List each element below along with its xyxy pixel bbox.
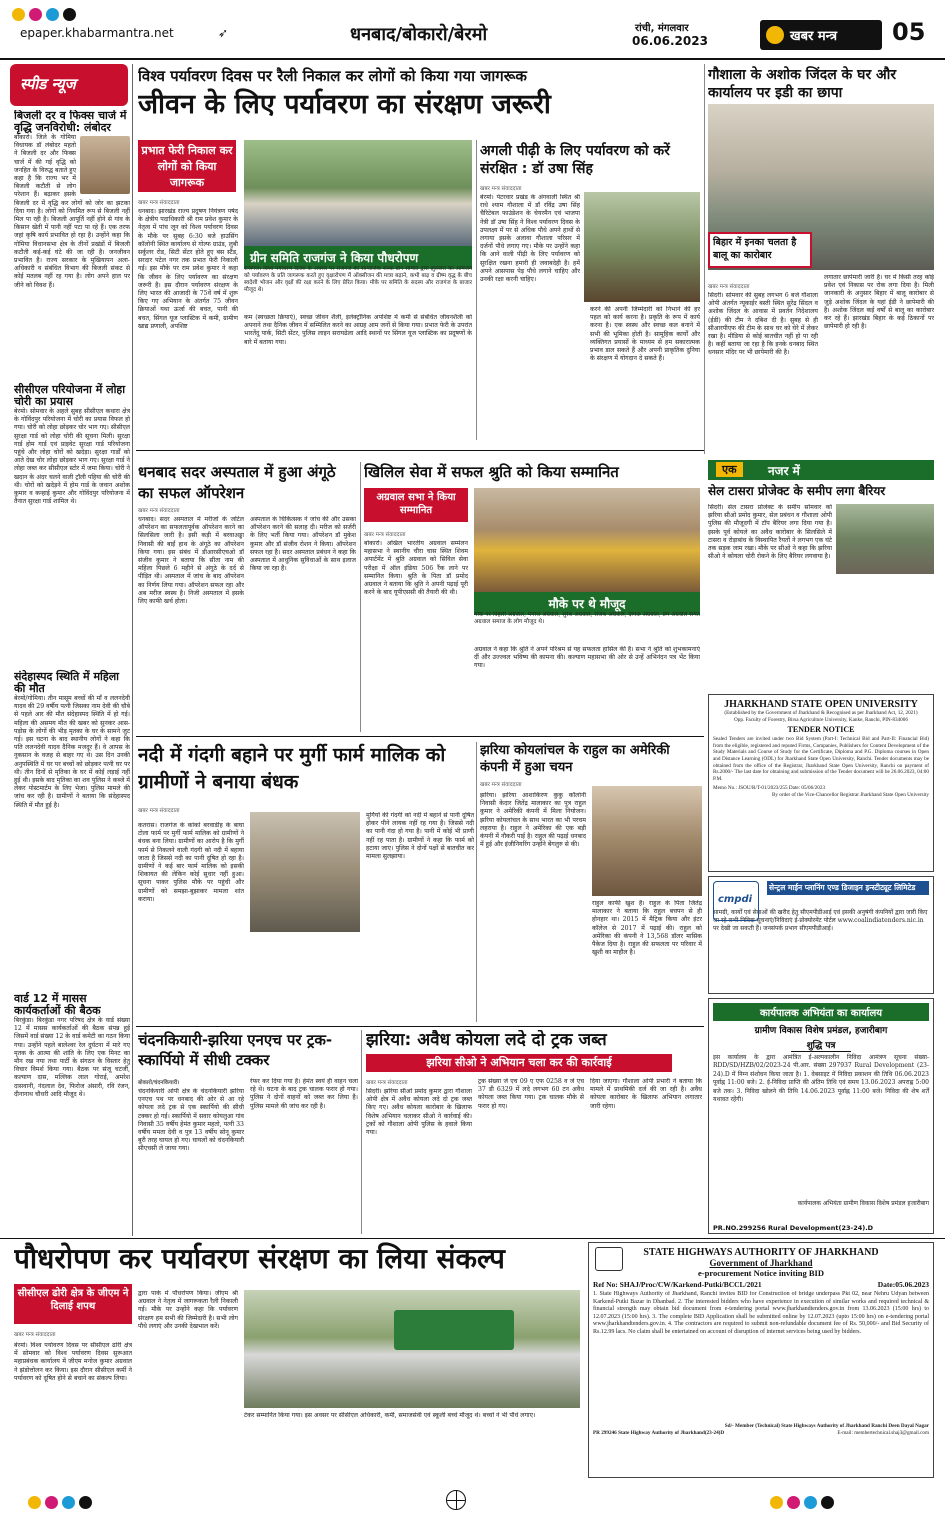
poultry-byline: खबर मन्त्र संवाददाता [138, 808, 180, 814]
chandan-text: चंदनकियारी ओपी क्षेत्र के चंदनकियारी झरिया एनएच पथ पर धनबाद की ओर से आ रहे कोयला लदे ट्रक से एक स्कार्पियो की सीधी टक्कर हो गई। स्कार्पियो में सवार कोयलुआ गांव निवासी 35 वर्षीय हेमंत कुमार महतो, पत्नी 33 वर्षीय ममता देवी व पुत्र 13 वर्षीय सोनू कुमार बुरी तरह घायल हो गए। घायलों को चंदनकियारी सीएचसी ले जाया गया। [138, 1088, 244, 1153]
rahul-byline: खबर मन्त्र संवाददाता [480, 782, 522, 788]
color-dots-top [12, 6, 80, 25]
sadar-text: धनबाद। सदर अस्पताल में मरीजों के जटिल ऑपरेशन का सफलतापूर्वक ऑपरेशन करने का सिलसिला जारी है। इसी कड़ी में बरवाअड्डा निवासी की बाईं हाथ के अंगूठे का ऑपरेशन किया गया। इस संबंध में डीआरसीएचओ डॉ संजीव कुमार ने बताया कि सीता नाम की महिला पिछले 6 महीने से अंगूठे के दर्द से पीड़ित थी। अस्पताल में जांच के बाद ऑपरेशन का निर्णय लिया गया। ऑपरेशन सफल रहा और अब मरीज स्वस्थ है। निजी अस्पताल में इसके लिए काफी खर्च होता। [138, 516, 244, 606]
rahul-text2: राहुल काफी खुश हैं। राहुल के पिता जितेंद्र मालाकार ने बताया कि राहुल बचपन से ही होनहार था। 2015 में मैट्रिक किया और इंटर कॉलेज से 2017 में पढ़ाई की। राहुल को अमेरिका की कंपनी ने 13,568 डॉलर मासिक पैकेज दिया है। राहुल की सफलता पर परिवार में खुशी का माहौल है। [592, 900, 702, 957]
nazar-text: सिंदरी। सेल टासरा प्रोजेक्ट के समीप सोमवार को झरिया सीओ प्रमोद कुमार, सेल प्रबंधन व गौशाला ओपी पुलिस की मौजूदगी में टॉप बैरियर लगा दिया गया है। इसके पूर्व कोयले का अवैध कारोबार के सिलसिले में टासरा व रोड़ाबांध के विस्थापित रैयतों ने लगभग एक घंटे तक सड़क जाम रखा। मौके पर सीओ ने कहा कि झरिया सीओ ने कोयला चोरी रोकने के लिए बैरियर लगवाया है। [708, 504, 832, 561]
side3-text: बेरमो/गोमिया। तीन मासूम बच्चों की माँ व ललनदेवी यादव की 29 वर्षीय पत्नी जिसका नाम देवी की चौबे से पहले आर की मौत संदेहास्पद स्थिति में हो गई। महिला की असमय मौत की खबर को सुनकर आस-पड़ोस के लोगों की भीड़ मृतका के घर के सामने जुट गई। इस घटना के बाद स्थानीय लोगों ने कहा कि पति ललनदेवी यादव दैनिक मजदूर हैं। वे आपस के नुकसान के वजह से बाहर गए थे। उस दिन उनकी अनुपस्थिति में घर पर बच्चों को छोड़कर पत्नी घर पर थी। तीन दिनों से मृतिका के घर में कोई लड़ाई नहीं हुई थी। इसके बाद मृतिका का शव पुलिस ने कब्जे में लेकर पोस्टमार्टम के लिए भेजा। पुलिस मामले की जांच कर रही है। ग्रामीणों ने बताया कि संदेहास्पद स्थिति में मौत हुई है। [14, 695, 130, 809]
section-title: धनबाद/बोकारो/बेरमो [350, 24, 488, 45]
cmpdi-title: सेन्ट्रल माईन प्लानिंग एण्ड डिजाइन इन्स्टीट्यूट लिमिटेड [767, 881, 929, 895]
chandan-title: चंदनकियारी-झरिया एनएच पर ट्रक-स्कार्पियो में सीधी टक्कर [138, 1031, 333, 1069]
shaj-title: STATE HIGHWAYS AUTHORITY OF JHARKHAND [643, 1247, 879, 1258]
jsou-subtitle: (Established by the Government of Jharkhand & Recognised as per Jharkhand Act, 12, 2021) [724, 710, 918, 716]
site-url[interactable]: epaper.khabarmantra.net [20, 26, 174, 40]
paudharopan-badge: सीसीएल ढोरी क्षेत्र के जीएम ने दिलाई शपथ [14, 1284, 132, 1324]
ushasingh-byline: खबर मन्त्र संवाददाता [480, 186, 522, 192]
poultry-text: कतरास। राजगंज के कांको बरवाडीह के बाघा टोला फार्म पर मुर्गी फार्म मालिक को ग्रामीणों ने बंधक बना लिया। ग्रामीणों का आरोप है कि मुर्गी फार्म से निकलने वाली गंदगी को नदी में बहाया जाता है जिससे नदी का पानी दूषित हो रहा है। ग्रामीणों ने कई बार फार्म मालिक को इसकी शिकायत की लेकिन कोई सुधार नहीं हुआ। सूचना पाकर पुलिस मौके पर पहुंची और ग्रामीणों को समझा-बुझाकर मामला शांत कराया। [138, 822, 244, 903]
side1-photo [80, 136, 130, 194]
shruti-photo-caption: मौके पर थे मौजूद [474, 592, 700, 615]
poultry-title: नदी में गंदगी बहाने पर मुर्गी फार्म मालिक को ग्रामीणों ने बनाया बंधक [138, 744, 446, 793]
shaj-ref: Ref No: SHAJ/Proc/CW/Karkend-Putki/BCCL/2021 [593, 1280, 762, 1289]
chandan-text2: रेफर कर दिया गया है। हेमंत स्वयं ही वाहन चला रहे थे। घटना के बाद ट्रक चालक फरार हो गया। पुलिस ने दोनों वाहनों को जब्त कर लिया है। पुलिस मामले की जांच कर रही है। [250, 1078, 358, 1110]
photo-poultry-farm [250, 812, 360, 932]
karyapalak-subtitle: ग्रामीण विकास विशेष प्रमंडल, हजारीबाग [754, 1026, 888, 1036]
prabhat-badge: प्रभात फेरी निकाल कर लोगों को किया जागरूक [138, 140, 236, 192]
koyla-title: झरिया: अवैध कोयला लदे दो ट्रक जब्त [366, 1030, 607, 1050]
registration-mark-icon [446, 1490, 466, 1510]
shaj-email[interactable]: E-mail: membertechnical.shaj3@gmail.com [837, 1429, 929, 1436]
shaj-text: 1. State Highways Authority of Jharkhand, Ranchi invites BID for Construction of bridge underpass Pkt 02, near Nehru Udyan between Karkend-Putki Bazar in Dhanbad. 2. The interested bidders who have experience in execution of similar works and required technical & financial strength may obtain bid document from e-tendering portal www.jharkhandtenders.gov.in from 13.06.2023 (15:00 hrs) to 12.07.2023 (15:00 hrs). 3. The complete BID Application shall be submitted online by 12.07.2023 (upto 15:00 hrs) on e-tendering portal www.jharkhandtenders.gov.in. 4. The contractors are required to submit non-refundable document fee of Rs. 50,000/- and Bid Security of Rs.12.99 lacs. No claim shall be entertained on account of disruption of internet services being used by bidders. [593, 1291, 929, 1335]
nazar-title: सेल टासरा प्रोजेक्ट के समीप लगा बैरियर [708, 484, 886, 498]
side3-title: संदेहास्पद स्थिति में महिला की मौत [14, 670, 120, 695]
gaushala-byline: खबर मन्त्र संवाददाता [708, 284, 750, 290]
side1-title: बिजली दर व फिक्स चार्ज में वृद्धि जनविरोधी: लंबोदर [14, 110, 127, 134]
photo-rahul-family [592, 786, 702, 896]
paudharopan-byline: खबर मन्त्र संवाददाता [14, 1332, 56, 1338]
shaj-sign: Sd/- Member (Technical) State Highways Authority of Jharkhand Ranchi Deen Dayal Nagar [724, 1423, 929, 1429]
paudharopan-text: बेरमो। विश्व पर्यावरण दिवस पर सीसीएल ढोरी क्षेत्र में सोमवार को विश्व पर्यावरण दिवस सुरूआत महाप्रबंधक कार्यालय में जीएम मनोज कुमार अग्रवाल ने झंडोत्तोलन कर किया। इस दौरान सीसीएल कर्मी ने पर्यावरण को दूषित होने से बचाने का संकल्प लिया। [14, 1342, 132, 1382]
color-dots-bottom-right [770, 1494, 930, 1512]
koyla-text: सिंदरी। झरिया सीओ प्रमोद कुमार द्वारा गौशाला ओपी क्षेत्र में अवैध कोयला लदे दो ट्रक जब्त किए गए। अवैध कोयला कारोबार के खिलाफ विशेष अभियान चलाकर सीओ ने कार्रवाई की। ट्रकों को गौशाला ओपी पुलिस के हवाले किया गया। [366, 1088, 472, 1137]
paudharopan-title: पौधरोपण कर पर्यावरण संरक्षण का लिया संकल्प [14, 1242, 505, 1275]
shaj-sub1: Government of Jharkhand [709, 1258, 813, 1268]
rahul-title: झरिया कोयलांचल के राहुल का अमेरिकी कंपनी में हुआ चयन [480, 743, 670, 775]
karyapalak-notice [708, 998, 934, 1234]
nazar-label2: नजर में [768, 464, 800, 478]
masthead [0, 0, 945, 62]
cmpdi-logo: cmpdi [713, 881, 759, 921]
photo-ushasingh [584, 192, 700, 302]
mid-text: कम (स्वच्छता क्रियाएं), स्वच्छ जीवन शैली, इलेक्ट्रॉनिक अपशिष्ट में कमी से संबंधित जीवनशैली को अपनाने तथा दैनिक जीवन में सम्मिलित करने का आग्रह आम जनों से किया गया। प्रभात फेरी के उपरांत भारतेंदु पार्क, सिटी सेंटर, पुलिस लाइन सरायढेला आदि स्थानों पर सिंगल यूज प्लास्टिक का प्रदूषणों के बारे में बताया गया। [244, 314, 472, 346]
photo-shruti-honored [474, 488, 700, 592]
shruti-byline: खबर मन्त्र संवाददाता [364, 532, 406, 538]
shaj-date: Date:05.06.2023 [877, 1280, 929, 1289]
jsou-title: JHARKHAND STATE OPEN UNIVERSITY [724, 699, 918, 710]
photo1-caption: ग्रीन समिति राजगंज ने किया पौधरोपण [244, 246, 472, 269]
jsou-text: Sealed Tenders are invited under two Bid System (Part-I: Technical Bid and Part-II: Financial Bid) from the eligible, registered and reputed Firms, Companies, Publishers for Content Development of the Study Materials and Course of Study for the Certificate, Diploma and P.G. Diploma courses in Open and Distance Learning (ODL) for Jharkhand State Open University, Ranchi. Tender documents may be obtained from the office of the Registrar, Jharkhand State Open University, Ranchi on payment of Rs.2000/- The last date for obtaining and submission of the Tender document will be 26.06.2023, 04:00 P.M. [713, 736, 929, 782]
karyapalak-text: इस कार्यालय के द्वारा आमंत्रित ई-अल्पकालीन निविदा आमंत्रण सूचना संख्या-RDD/SD/HZB/02/2023-24 पी.आर. संख्या 297937 Rural Development (23-24).D में निम्न संशोधन किया जाता है। 1. वेबसाइट में निविदा प्रकाशन की तिथि 06.06.2023 पूर्वाह्न 11:00 बजे। 2. ई-निविदा प्राप्ति की अंतिम तिथि एवं समय 13.06.2023 अपराह्न 5:00 बजे तक। 3. निविदा खोलने की तिथि 14.06.2023 पूर्वाह्न 11:00 बजे। निविदा की शेष शर्तें यथावत रहेंगी। [713, 1054, 929, 1104]
sadar-title: धनबाद सदर अस्पताल में हुआ अंगूठे का सफल ऑपरेशन [138, 463, 336, 502]
jsou-head: TENDER NOTICE [787, 725, 855, 735]
brand-name: खबर मन्त्र [790, 29, 838, 44]
gaushala-text: सिंदरी। सोमवार की सुबह लगभग 6 बजे गौशाला ओपी अंतर्गत न्यूकाईर बस्ती स्थित सुरेंद्र सिंदल व अशोक जिंदल के आवास में प्रवर्तन निदेशालय (ईडी) की टीम ने दबिश दी है। सुबह से ही सीआरपीएफ की टीम के साथ घर को घेरे में लेकर रखा है। मीडिया से कोई बातचीत नहीं हो पा रही है। कहीं बताया जा रहा है कि इनके धनबाद स्थित धनसार मंदिर पर भी छापेमारी की है। [708, 292, 818, 357]
gaushala-text2: लगातार छापेमारी जारी है। घर में किसी तरह कोई प्रवेश एवं निकास पर रोक लगा दिया है। मिली जानकारी के अनुसार बिहार में बालू कारोबार से जुड़े अशोक जिंदल के यहां ईडी ने छापेमारी की है। अशोक जिंदल कई वर्षों से बालू का कारोबार कर रहे हैं। झारखंड बिहार के कई ठिकानों पर छापेमारी हो रही है। [824, 274, 934, 331]
jsou-tender-notice [708, 694, 934, 872]
color-dots-bottom-left [28, 1494, 188, 1512]
shaj-tender-notice [588, 1242, 934, 1478]
jsou-sign: By order of the Vice-Chancellor Registrar Jharkhand State Open University [771, 791, 929, 798]
shaj-pr: PR 299246 State Highway Authority of Jharkhand(23-24)D [593, 1429, 725, 1436]
shruti-badge: अग्रवाल सभा ने किया सम्मानित [364, 488, 468, 522]
brand-logo-icon [766, 26, 784, 44]
side4-text: बिरकुंडा। बिरकुंडा नगर परिषद क्षेत्र के वार्ड संख्या 12 में मासस कार्यकर्ताओं की बैठक संपन्न हुई जिसमें वार्ड संख्या 12 के वार्ड कमेटी का गठन किया गया। उन्होंने पहले बालेश्वर रेल दुर्घटना में मारे गए मृतक के आत्मा की शांति के लिए एक मिनट का मौन रख नया तथा पार्टी के संगठन के विस्तार हेतु विचार विमर्श किया गया। बैठक पर संजू चटर्जी, कल्याण दास, मल्लिक लाल गोराई, अमरेश दासवानी, नंदलाल देव, फिरोज अंसारी, रवि रंजन, दीनानाथ चौधरी आदि मौजूद थे। [14, 1017, 130, 1098]
paudharopan-text2: द्वारा पार्क में पौधरोपण किया। जीएम श्री अग्रवाल ने नेतृत्व में जागरूकता रैली निकाली गई। मौके पर उन्होंने कहा कि पर्यावरण संरक्षण हम सभी की जिम्मेदारी है। सभी लोग पौधे लगाएं और उनकी देखभाल करें। [138, 1290, 238, 1330]
photo-barrier [836, 504, 934, 574]
page-number: 05 [892, 18, 926, 46]
cmpdi-text: सामग्री, कार्यों एवं सेवाओं की खरीद हेतु सीएमपीडीआई एवं इसकी अनुषंगी कंपनियों द्वारा जारी किए जा रहे सभी निविदा सूचनाएं/निविदाएं ई-प्रोक्योरमेंट पोर्टल www.coalindiatenders.nic.in पर देखी जा सकती हैं। जनसंपर्क प्रभाग सीएमपीडीआई। [713, 909, 928, 932]
sadar-text2: अस्पताल के चिकित्सक ने जांच की और उसका ऑपरेशन करने की सलाह दी। मरीज को सर्जरी के लिए भर्ती किया गया। ऑपरेशन डॉ मुकेश कुमार और डॉ संजीव रोशन ने किया। ऑपरेशन सफल रहा है। सदर अस्पताल प्रबंधन ने कहा कि अस्पताल में आधुनिक सुविधाओं के साथ इलाज किया जा रहा है। [250, 516, 356, 573]
jsou-memo: Memo No.: JSOU/R/T-01/2023/255 Date: 05/06/2023 [713, 785, 826, 792]
karyapalak-title: कार्यपालक अभियंता का कार्यालय [713, 1003, 929, 1021]
koyla-text2: ट्रक संख्या जे एच 09 ए एफ 0258 व जे एच 37 डी 6329 में लदे लगभग 60 टन अवैध कोयला जब्त किया गया। ट्रक चालक मौके से फरार हो गए। [478, 1078, 584, 1110]
karyapalak-head: शुद्धि पत्र [791, 1038, 851, 1052]
sadar-byline: खबर मन्त्र संवाददाता [138, 508, 180, 514]
ushasingh-title: अगली पीढ़ी के लिए पर्यावरण को करें संरक्षित : डॉ उषा सिंह [480, 143, 670, 177]
nazar-header [708, 460, 934, 480]
karyapalak-sign: कार्यपालक अभियंता ग्रामीण विकास विशेष प्रमंडल हजारीबाग [797, 1200, 929, 1207]
gaushala-title: गौशाला के अशोक जिंदल के घर और कार्यालय पर इडी का छापा [708, 67, 897, 101]
rahul-text: झरिया। झरिया आशाकिरण कुकु कॉलोनी निवासी केदार जितेंद्र मालाकार का पुत्र राहुल कुमार ने अमेरिकी कंपनी में मिला नियोजन। झरिया कोयलांचल के साथ भारत का भी परचम लहराया है। राहुल ने अमेरिका की एक बड़ी कंपनी में नौकरी पाई है। राहुल की पढ़ाई धनबाद में हुई और इंजीनियरिंग उन्होंने बेंगलुरु से की। [480, 792, 586, 849]
shruti-photo-text: मौके पर विहारी अग्रवाल, मनोज अग्रवाल, सुरेश अग्रवाल, राजेश अग्रवाल, दीपक अग्रवाल, प्रेम अग्रवाल समेत अग्रवाल समाज के लोग मौजूद थे। [474, 612, 700, 626]
paudharopan-text3: टेकर सम्मानित किया गया। इस अवसर पर सीसीएल अधिकारी, कर्मी, समाजसेवी एवं स्कूली बच्चे मौजूद थे। बच्चों ने भी पौधे लगाए। [244, 1412, 536, 1419]
ushasingh-text: बेरमो। पेटरवार प्रखंड के अंगवाली स्थित श्री राधे श्याम गौशाला में डॉ रविंद्र उषा सिंह चैरिटेबल फाउंडेशन के चेयरमैन एवं भाजपा नेत्री डॉ उषा सिंह ने विश्व पर्यावरण दिवस के उपलक्ष्य में पर से अधिक पौधे अपने हाथों से लगाया इसके अलावा गौशाला परिसर में दर्जनों पौधे लगाए गए। मौके पर उन्होंने कहा कि आने वाली पीढ़ी के लिए पर्यावरण को सुरक्षित रखना हमारी ही जवाबदेही है। हमें अपने आसपास पेड़ पौधे लगाने चाहिए और उनकी रक्षा करनी चाहिए। [480, 194, 580, 284]
top-strip: विश्व पर्यावरण दिवस पर रैली निकाल कर लोगों को किया गया जागरूक [138, 67, 527, 85]
shaj-sub2: e-procurement Notice inviting BID [698, 1268, 824, 1278]
cmpdi-notice [708, 876, 934, 994]
brand-bar [760, 20, 882, 50]
side4-title: वार्ड 12 में मासस कार्यकर्ताओं की बैठक [14, 992, 101, 1017]
nazar-label1: एक [716, 462, 743, 477]
poultry-text2: मुर्गियों की गंदगी को नदी में बहाने से पानी दूषित होकर पीने लायक नहीं रह गया है। जिससे नदी का पानी गंदा हो गया है। पानी में कोई भी प्राणी नहीं रह पाता है। ग्रामीणों ने कहा कि फार्म को हटाया जाए। पुलिस ने दोनों पक्षों से बातचीत कर मामला सुलझाया। [366, 812, 474, 861]
issue-date: 06.06.2023 [632, 34, 708, 48]
cursor-icon: ➶ [218, 26, 229, 40]
karyapalak-pr: PR.NO.299256 Rural Development(23-24).D [713, 1224, 874, 1232]
photo-plantation-rajganj [244, 140, 472, 246]
headline-1: जीवन के लिए पर्यावरण का संरक्षण जरूरी [138, 89, 551, 120]
koyla-badge: झरिया सीओ ने अभियान चला कर की कार्रवाई [366, 1054, 672, 1072]
ushasingh-text2: करने की अपनी जिम्मेदारी को निभाने की हर पहल को कार्य करना है। प्रकृति के रूप में कार्य करना है। एक स्वस्थ और स्वच्छ कल बनाने में सभी की भूमिका होती है। सामूहिक कार्यों और व्यक्तिगत प्रयासों के माध्यम से हम सकारात्मक प्रभाव डाल सकते हैं और अपनी प्राकृतिक दुनिया के संरक्षण में योगदान दे सकते हैं। [590, 306, 700, 363]
chandan-byline: बोकारो/चंदनकियारी। [138, 1080, 180, 1086]
prabhat-text: धनबाद। झारखंड राज्य प्रदूषण नियंत्रण पर्षद के क्षेत्रीय पदाधिकारी श्री राम प्रवेश कुमार के नेतृत्व में पांच जून को विश्व पर्यावरण दिवस के मौके पर सुबह 6:30 बजे हाउसिंग कॉलोनी स्थित कार्यालय से गोल्फ ग्राउंड, लुबी सर्कुलर रोड, सिटी सेंटर होते हुए बस स्टैंड, सरदार पटेल नगर तक प्रभात फेरी निकाली गई। इस मौके पर राम प्रवेश कुमार ने कहा कि जीवन के लिए पर्यावरण का संरक्षण जरूरी है। इस दौरान पर्यावरण संरक्षण के लिए भारत की आजादी के 75वें वर्ष में शुरू किए गए अभियान के अंतर्गत 75 जीवन क्रियाओं यथा ऊर्जा की बचत, पानी की बचत, सिंगल यूज प्लास्टिक में कमी, ग्रामीण खाद्य प्रणाली, अपशिष्ट [138, 208, 238, 330]
koyla-text3: दिया जाएगा। गौशाला ओपी प्रभारी ने बताया कि मामले में प्राथमिकी दर्ज की जा रही है। अवैध कोयला कारोबार के खिलाफ अभियान लगातार जारी रहेगा। [590, 1078, 702, 1110]
side2-text: बेरमो। सोमवार के अहले सुबह सीसीएल कथारा क्षेत्र के गोविंदपुर परियोजना में चोरी का प्रयास विफल हो गया। चोरी को लोहा छोड़कर चोर भाग गए। सीसीएल सुरक्षा गार्ड को लोहा चोरी की सूचना मिली। सुरक्षा गार्ड होम गार्ड एवं प्राइवेट सुरक्षा गार्ड परियोजना पहुंचे और लोहा चोरों को खदेड़ा। सुरक्षा गार्डों को आते देख चोर लोहा छोड़कर भाग गए। सुरक्षा गार्ड ने लोहा जब्त कर सीसीएल स्टोर में जमा किया। चोरी ने खदान के अंदर चलने वाली ट्रॉली पहिया की चोरी की थी। चोरों को खदेड़ने में होम गार्ड के जवान अशोक कुमार व कन्हाई कुमार और गोविंदपुर परियोजना में तैनात सुरक्षा गार्ड शामिल थे। [14, 408, 130, 506]
photo-ccl-plantation [244, 1290, 580, 1408]
banner-central-coalfields [394, 1310, 514, 1350]
city-day: रांची, मंगलवार [635, 23, 689, 34]
shruti-text: बोकारो। अखिल भारतीय अग्रवाल सम्मेलन महासभा ने स्थानीय चीरा चास स्थित शिवम अपार्टमेंट में श्रुति अग्रवाल को सिविल सेवा परीक्षा में ऑल इंडिया 506 रैंक लाने पर सम्मानित किया। श्रुति के पिता डॉ प्रमोद अग्रवाल ने बताया कि श्रुति ने अपनी पढ़ाई पूरी करने के बाद यूपीएससी की तैयारी की थी। [364, 540, 468, 597]
photo1-text: राजगंज। विश्व पर्यावरण दिवस के अवसर पर राजगंज की सामाजिक संस्था ग्रीन समिति द्वारा झुलसेरा का आमजन को पर्यावरण के प्रति जागरूक करते हुए वृक्षारोपण में ऑक्सीजन की मात्रा बढ़ाने, कभी बाढ़ व ग्रीष्म वृद्ध के बीच स्वदेशी भोजन और वृक्षों की रक्षा करने के लिए प्रेरित किया। मौके पर समिति के सदस्य और राजगंज के बाजार मौजूद थे। [244, 266, 472, 293]
gaushala-badge: बिहार में इनका चलता है बालू का कारोबार [708, 232, 812, 268]
speed-news-badge: स्पीड न्यूज [10, 64, 128, 106]
koyla-byline: खबर मन्त्र संवाददाता [366, 1080, 408, 1086]
jsou-address: Opp. Faculty of Forestry, Birsa Agriculture University, Kanke, Ranchi, PIN-834006 [734, 716, 908, 723]
shaj-logo-icon [595, 1247, 623, 1271]
shruti-title: खिलिल सेवा में सफल श्रुति को किया सम्मानित [364, 463, 619, 481]
side2-title: सीसीएल परियोजना में लोहा चोरी का प्रयास [14, 383, 126, 408]
shruti-text2: अग्रवाल ने कहा कि श्रुति ने अपने परिश्रम से यह सफलता हासिल की है। सभा ने श्रुति को शुभकामनाएं दीं और उज्ज्वल भविष्य की कामना की। कल्याण महासभा की ओर से उन्हें अभिनंदन पत्र भेंट किया गया। [474, 646, 700, 670]
prabhat-byline: खबर मन्त्र संवाददाता [138, 200, 180, 206]
side1-text: बोकारो। जिले के गोमिया विधायक डॉ लंबोदर महतो ने बिजली दर और फिक्स चार्ज में की गई वृद्धि को जनहित के विरुद्ध बताते हुए कहा है कि राज्य भर में बिजली कटौती से लोग परेशान हैं। बढ़ाकर इसके बिजली दर में वृद्धि कर लोगों को जोर का झटका दिया गया है। लोगों को नियमित रूप से बिजली नहीं मिल पा रही है। बिजली आपूर्ति नहीं होने से गांव के किसान खेती में पानी नहीं पटा पा रहे हैं। एक तरफ जहां कृषि कार्य प्रभावित हो रहा है। उन्होंने कहा कि गोमिया विधानसभा क्षेत्र के तीनों प्रखंडों में बिजली कटौती कई-कई घंटे की जा रही है। जनजीवन प्रभावित है। राज्य सरकार के मुखियापन अला-अधिकारी व संबंधित विभाग की बिजली संकट से कोई मतलब नहीं रह गया है। लोग अपने हाल पर जीने को विवश हैं। [14, 134, 130, 289]
